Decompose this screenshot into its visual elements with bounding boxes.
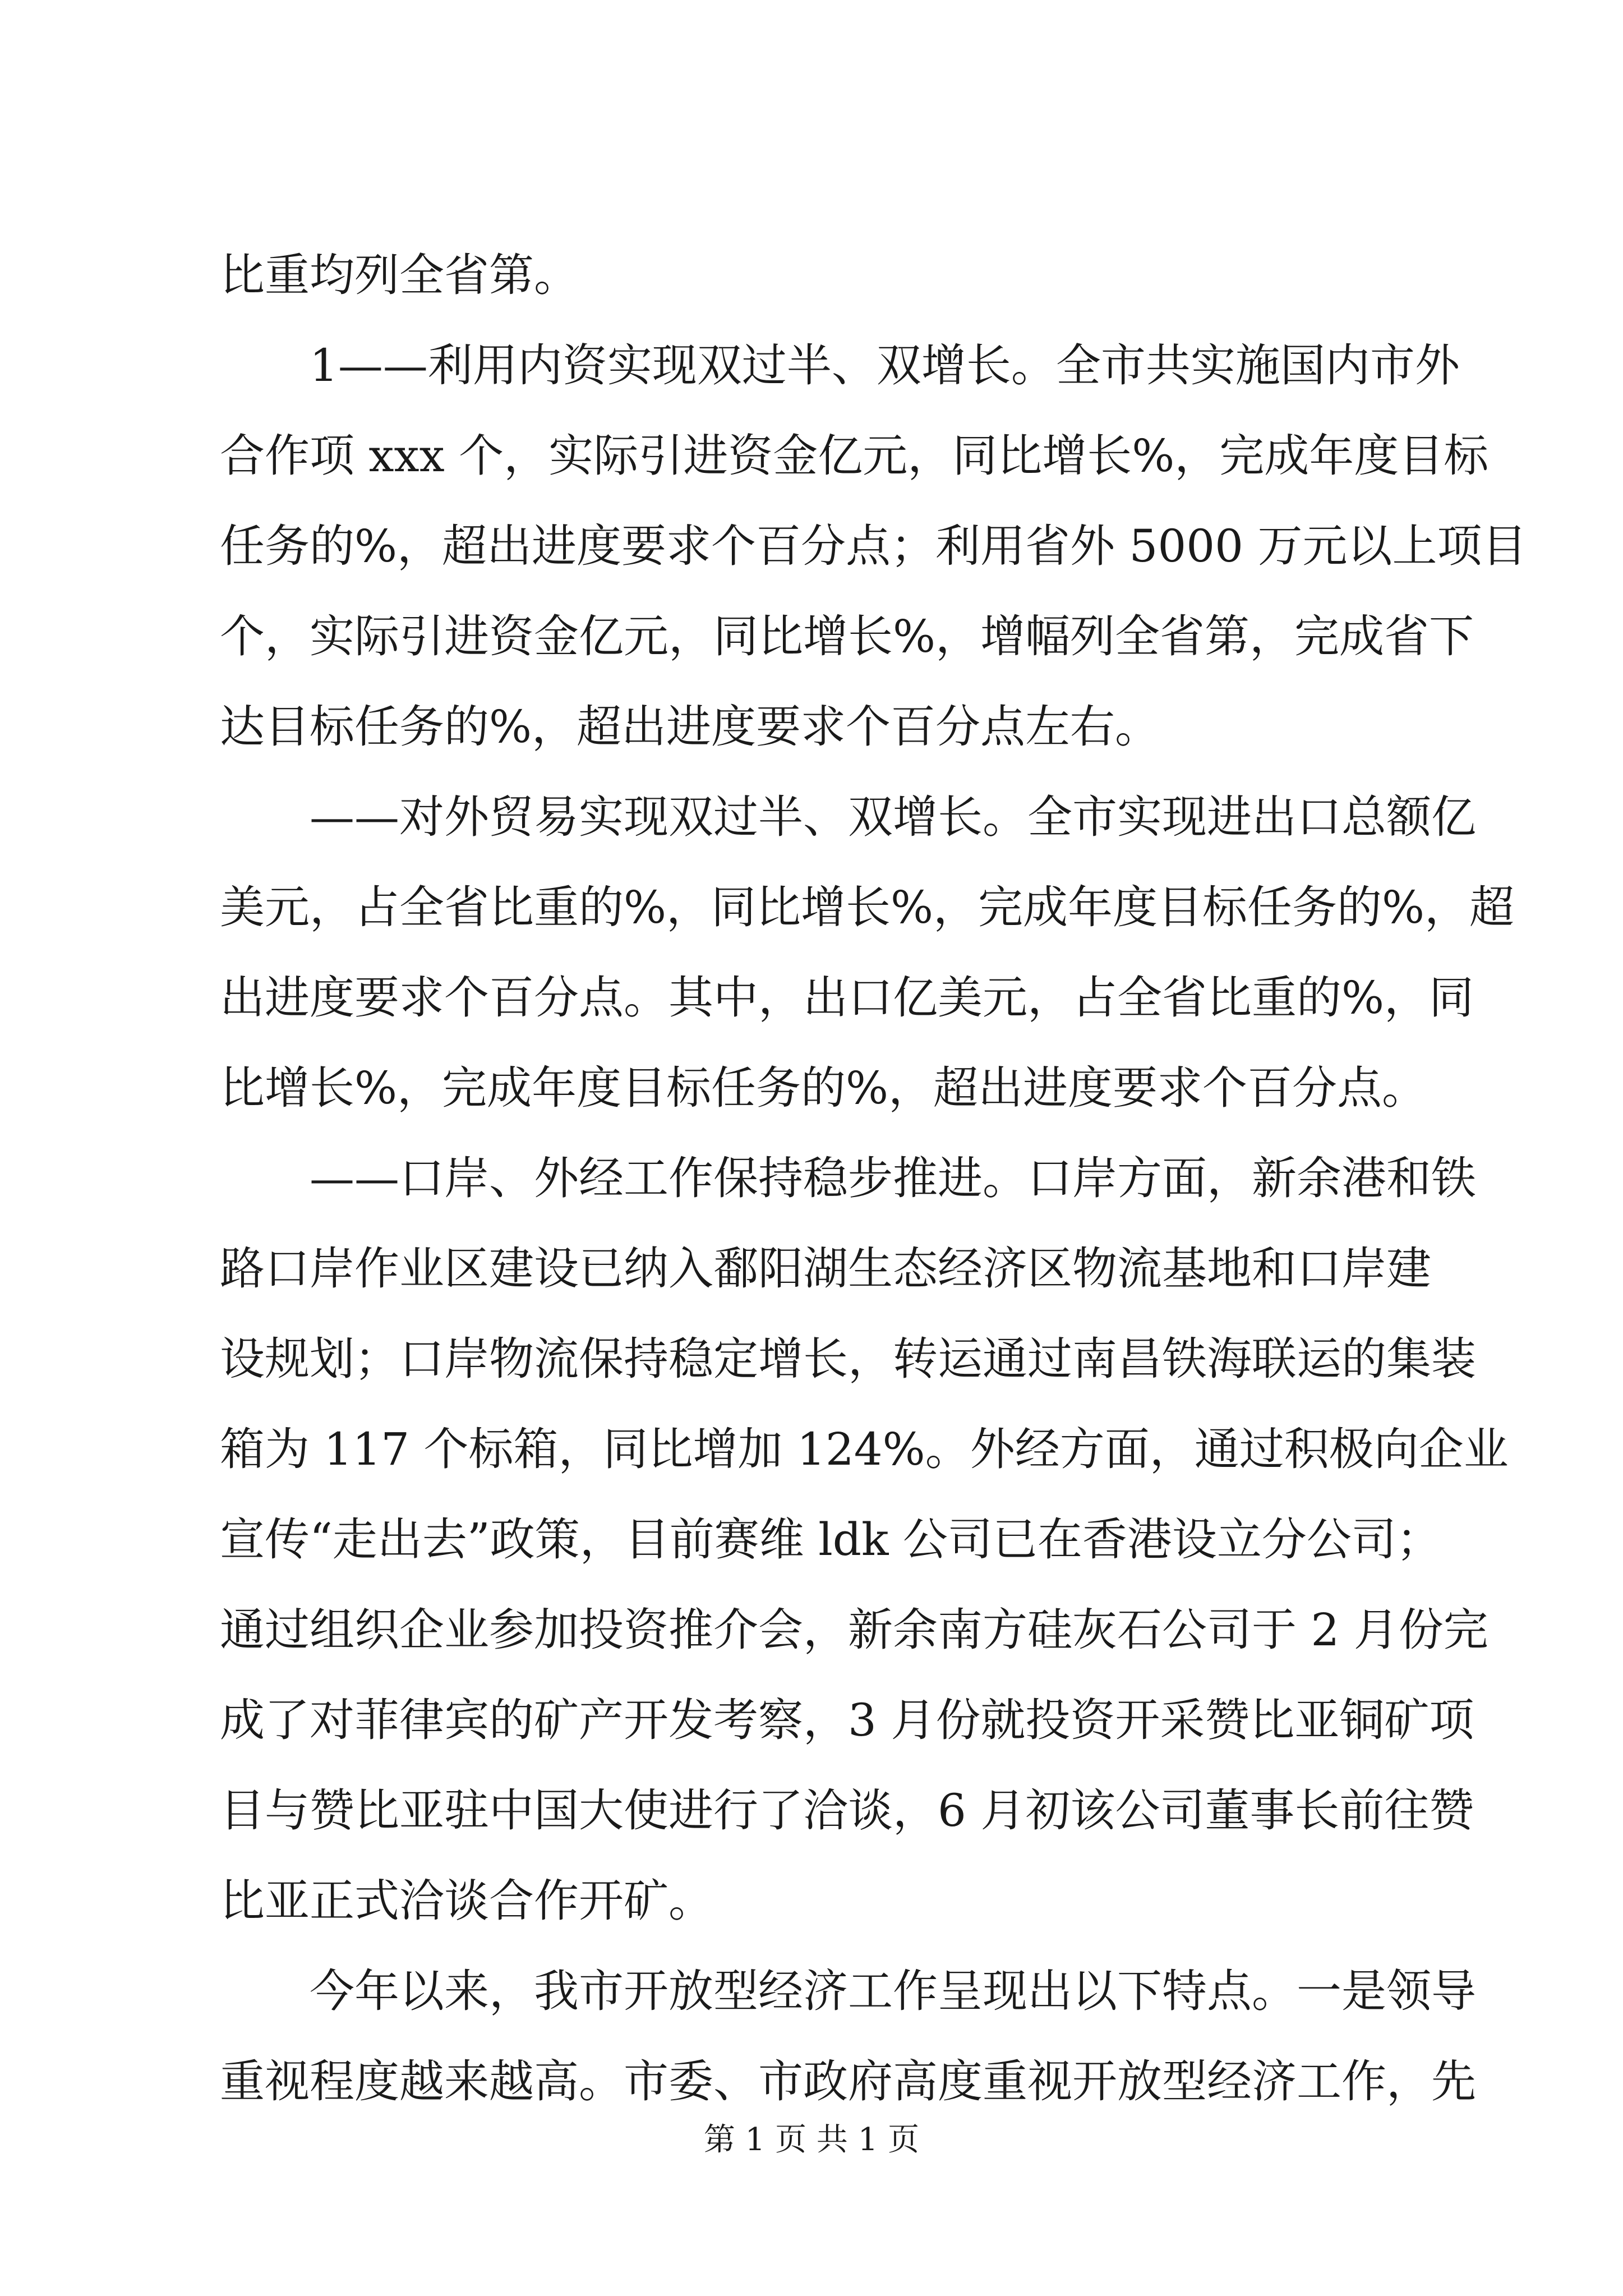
text-line: 宣传“走出去”政策，目前赛维 ldk 公司已在香港设立分公司； [220, 1513, 1441, 1566]
text-line: 达目标任务的%，超出进度要求个百分点左右。 [220, 701, 1160, 753]
text-line: 比亚正式洽谈合作开矿。 [220, 1875, 713, 1927]
page-number-label: 第 1 页 共 1 页 [703, 2122, 920, 2158]
text-line: 合作项 xxx 个，实际引进资金亿元，同比增长%，完成年度目标 [220, 430, 1489, 482]
text-line: 比增长%，完成年度目标任务的%，超出进度要求个百分点。 [220, 1062, 1427, 1114]
document-body [220, 230, 1527, 2127]
text-line: 成了对菲律宾的矿产开发考察，3 月份就投资开采赞比亚铜矿项 [220, 1694, 1474, 1746]
text-line: ——口岸、外经工作保持稳步推进。口岸方面，新余港和铁 [310, 1152, 1476, 1204]
text-line: 重视程度越来越高。市委、市政府高度重视开放型经济工作，先 [220, 2055, 1476, 2108]
text-line: 1——利用内资实现双过半、双增长。全市共实施国内市外 [310, 339, 1460, 392]
text-line: 任务的%，超出进度要求个百分点；利用省外 5000 万元以上项目 [220, 520, 1527, 572]
text-line: 比重均列全省第。 [220, 249, 579, 301]
text-line: 设规划；口岸物流保持稳定增长，转运通过南昌铁海联运的集装 [220, 1333, 1476, 1385]
text-line: 箱为 117 个标箱，同比增加 124%。外经方面，通过积极向企业 [220, 1423, 1509, 1475]
text-line: 路口岸作业区建设已纳入鄱阳湖生态经济区物流基地和口岸建 [220, 1243, 1431, 1295]
text-line: 美元，占全省比重的%，同比增长%，完成年度目标任务的%，超 [220, 881, 1515, 933]
text-line: ——对外贸易实现双过半、双增长。全市实现进出口总额亿 [310, 791, 1476, 843]
text-line: 通过组织企业参加投资推介会，新余南方硅灰石公司于 2 月份完 [220, 1604, 1488, 1656]
page-footer [0, 2120, 1623, 2160]
text-line: 今年以来，我市开放型经济工作呈现出以下特点。一是领导 [310, 1965, 1476, 2017]
text-line: 个，实际引进资金亿元，同比增长%，增幅列全省第，完成省下 [220, 610, 1474, 662]
text-line: 出进度要求个百分点。其中，出口亿美元，占全省比重的%，同 [220, 972, 1474, 1024]
text-line: 目与赞比亚驻中国大使进行了洽谈，6 月初该公司董事长前往赞 [220, 1784, 1474, 1837]
